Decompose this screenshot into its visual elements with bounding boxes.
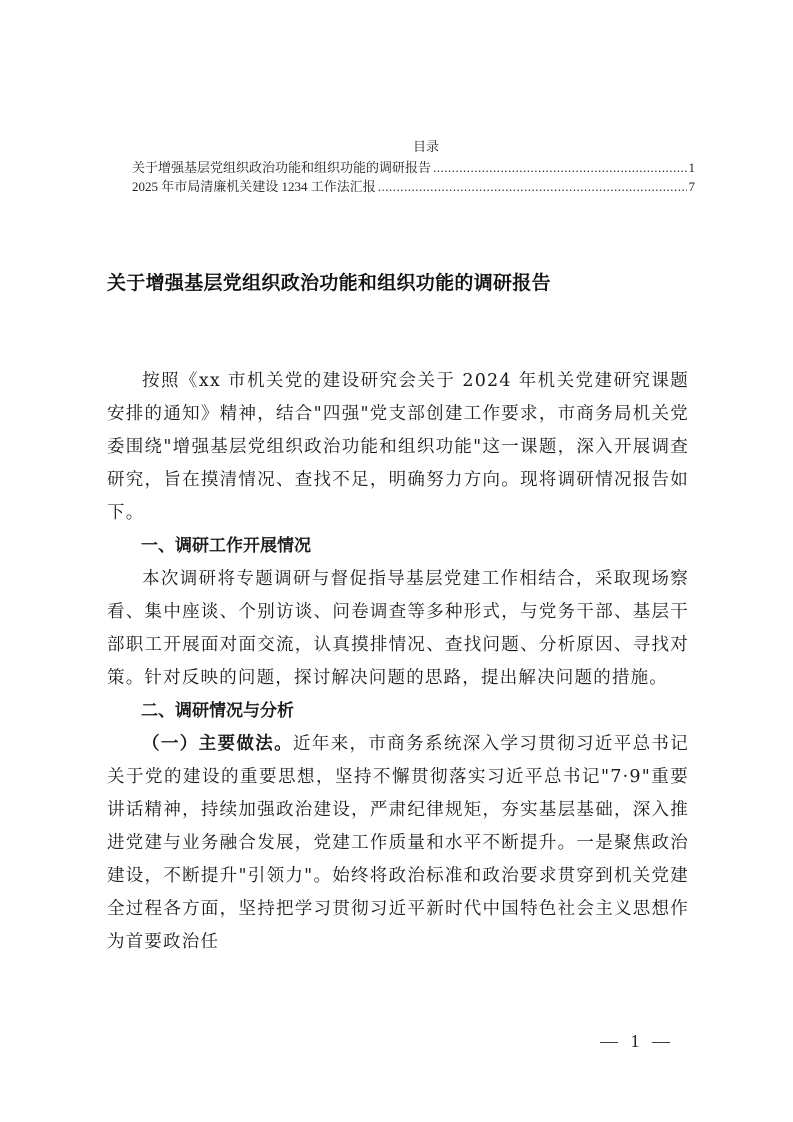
section1-paragraph: 本次调研将专题调研与督促指导基层党建工作相结合，采取现场察看、集中座谈、个别访谈、问卷调查等多种形式，与党务干部、基层干部职工开展面对面交流，认真摸排情况、查找问题、分析原因、寻找对策。针对反映的问题，探讨解决问题的思路，提出解决问题的措施。	[107, 569, 689, 688]
toc-entry[interactable]	[132, 177, 695, 196]
toc-entry-page: 1	[688, 160, 695, 175]
toc-leader-dots	[378, 177, 687, 196]
intro-paragraph: 按照《xx 市机关党的建设研究会关于 2024 年机关党建研究课题安排的通知》精神，结合"四强"党支部创建工作要求，市商务局机关党委围绕"增强基层党组织政治功能和组织功能"这一课题，深入开展调查研究，旨在摸清情况、查找不足，明确努力方向。现将调研情况报告如下。	[107, 371, 689, 523]
page-number: — 1 —	[600, 1031, 674, 1051]
toc-entry[interactable]	[132, 158, 695, 177]
toc-entry-text: 关于增强基层党组织政治功能和组织功能的调研报告	[132, 160, 432, 175]
subsection-lead: （一）主要做法。	[142, 734, 293, 754]
toc-title: 目录	[412, 139, 439, 154]
table-of-contents	[132, 136, 695, 196]
toc-entry-text: 2025 年市局清廉机关建设 1234 工作法汇报	[132, 179, 376, 194]
toc-leader-dots	[433, 158, 686, 177]
section2-paragraph	[107, 728, 689, 959]
document-title: 关于增强基层党组织政治功能和组织功能的调研报告	[107, 272, 551, 294]
section-heading-2: 二、调研情况与分析	[141, 701, 294, 721]
section2-text: 近年来，市商务系统深入学习贯彻习近平总书记关于党的建设的重要思想，坚持不懈贯彻落实习近平总书记"7·9"重要讲话精神，持续加强政治建设，严肃纪律规矩，夯实基层基础，深入推进党建与业务融合发展，党建工作质量和水平不断提升。一是聚焦政治建设，不断提升"引领力"。始终将政治标准和政治要求贯穿到机关党建全过程各方面，坚持把学习贯彻习近平新时代中国特色社会主义思想作为首要政治任	[107, 734, 689, 952]
toc-entry-page: 7	[688, 179, 695, 194]
section-heading-1: 一、调研工作开展情况	[141, 536, 311, 556]
document-body	[107, 365, 689, 959]
